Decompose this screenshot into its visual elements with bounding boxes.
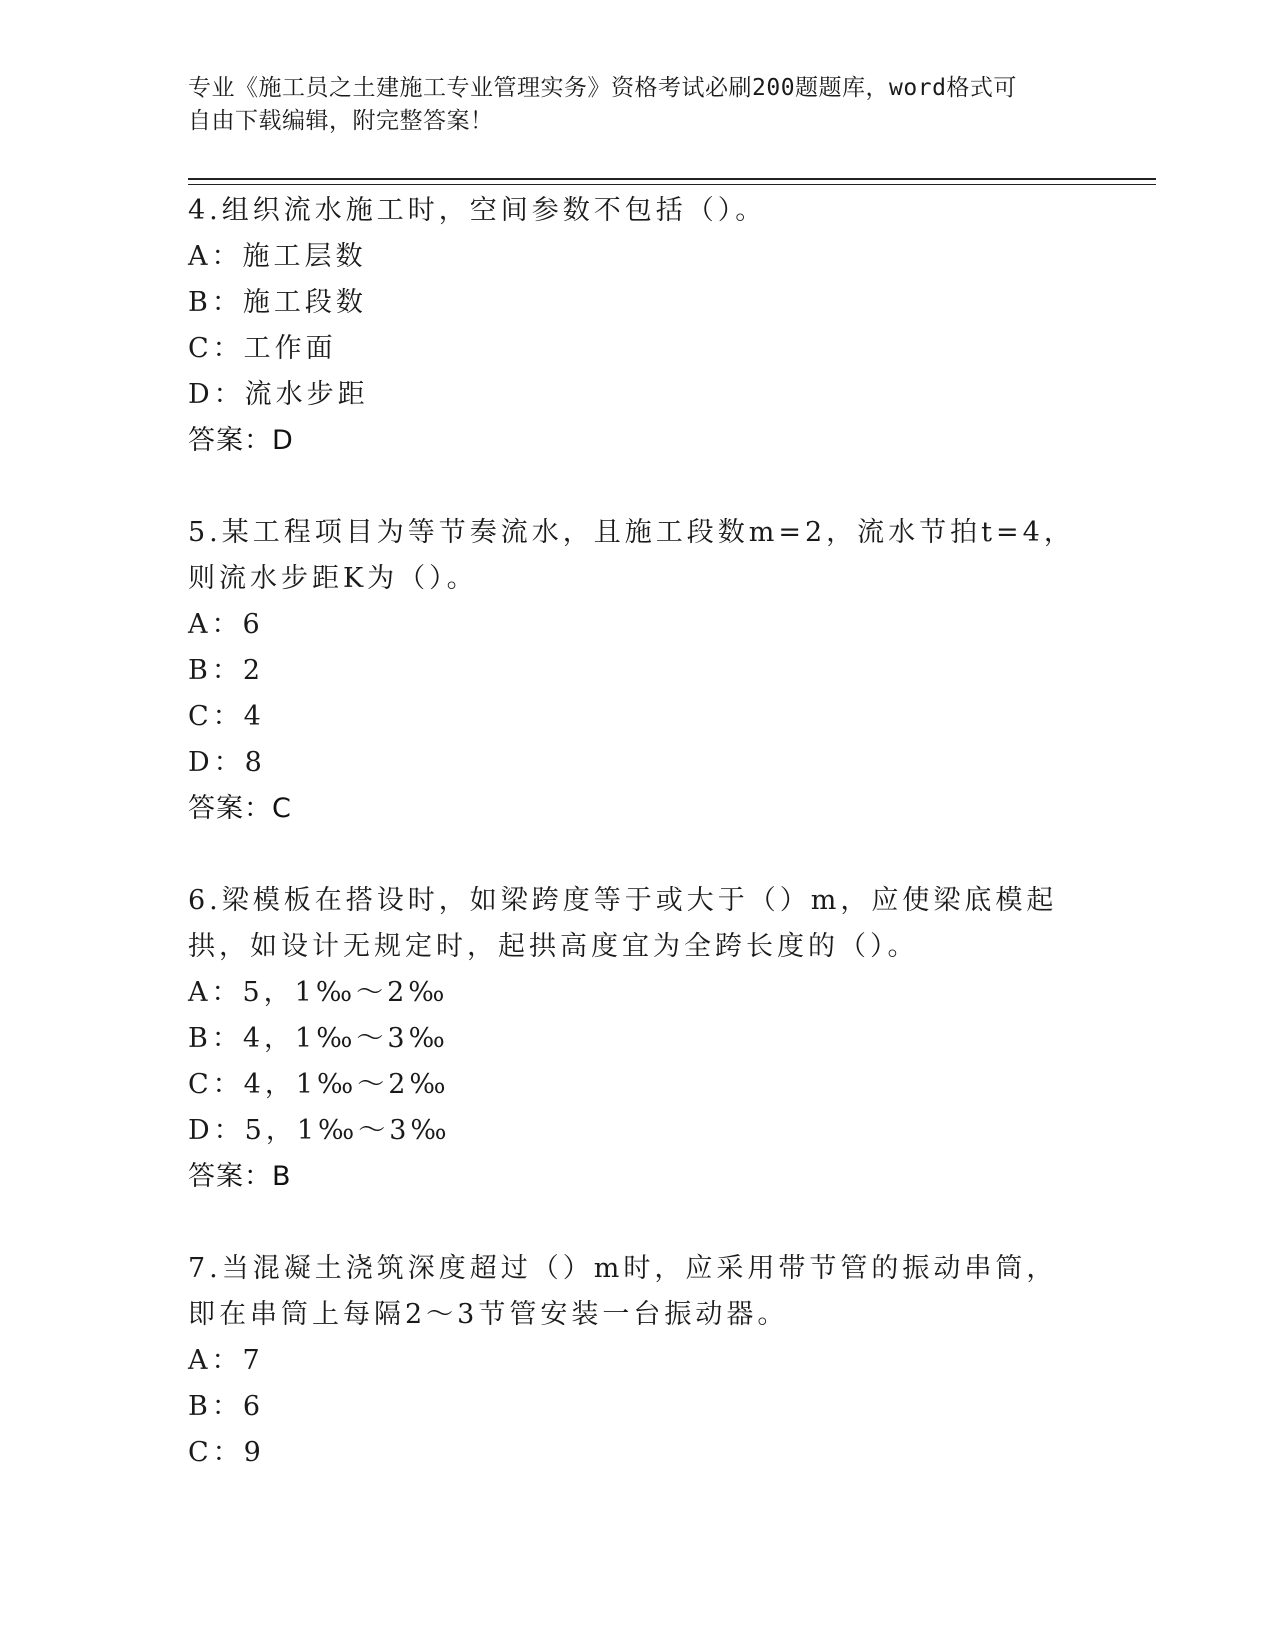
option-b: B：施工段数	[188, 287, 367, 318]
document-header	[188, 72, 1088, 138]
question-spacer	[188, 1200, 1088, 1246]
answer-line: 答案：B	[188, 1161, 292, 1192]
option-d: D：流水步距	[188, 379, 369, 410]
question-7	[188, 1246, 1088, 1476]
option-b: B：2	[188, 655, 265, 686]
question-list	[188, 188, 1088, 1476]
question-4	[188, 188, 1088, 464]
option-a: A：7	[188, 1345, 264, 1376]
question-spacer	[188, 464, 1088, 510]
question-stem: 4.组织流水施工时，空间参数不包括（）。	[188, 195, 767, 226]
question-stem: 6.梁模板在搭设时，如梁跨度等于或大于（）m，应使梁底模起拱，如设计无规定时，起拱高度宜为全跨长度的（）。	[188, 885, 1058, 962]
answer-line: 答案：D	[188, 425, 294, 456]
question-6	[188, 878, 1088, 1200]
header-line-2: 自由下载编辑，附完整答案！	[188, 108, 494, 134]
option-a: A：5，1‰～2‰	[188, 977, 449, 1008]
option-b: B：4，1‰～3‰	[188, 1023, 449, 1054]
option-c: C：9	[188, 1437, 265, 1468]
question-spacer	[188, 832, 1088, 878]
option-a: A：6	[188, 609, 264, 640]
option-d: D：5，1‰～3‰	[188, 1115, 451, 1146]
option-c: C：工作面	[188, 333, 337, 364]
answer-line: 答案：C	[188, 793, 292, 824]
header-rule-thick	[188, 178, 1156, 180]
header-rule-thin	[188, 184, 1156, 185]
question-stem: 5.某工程项目为等节奏流水，且施工段数m=2，流水节拍t=4，则流水步距K为（）。	[188, 517, 1075, 594]
option-a: A：施工层数	[188, 241, 367, 272]
option-b: B：6	[188, 1391, 265, 1422]
question-stem: 7.当混凝土浇筑深度超过（）m时，应采用带节管的振动串筒，即在串筒上每隔2～3节管安装一台振动器。	[188, 1253, 1058, 1330]
option-d: D：8	[188, 747, 266, 778]
question-5	[188, 510, 1088, 832]
option-c: C：4，1‰～2‰	[188, 1069, 450, 1100]
header-line-1: 专业《施工员之土建施工专业管理实务》资格考试必刷200题题库，word格式可	[188, 75, 1017, 101]
option-c: C：4	[188, 701, 265, 732]
